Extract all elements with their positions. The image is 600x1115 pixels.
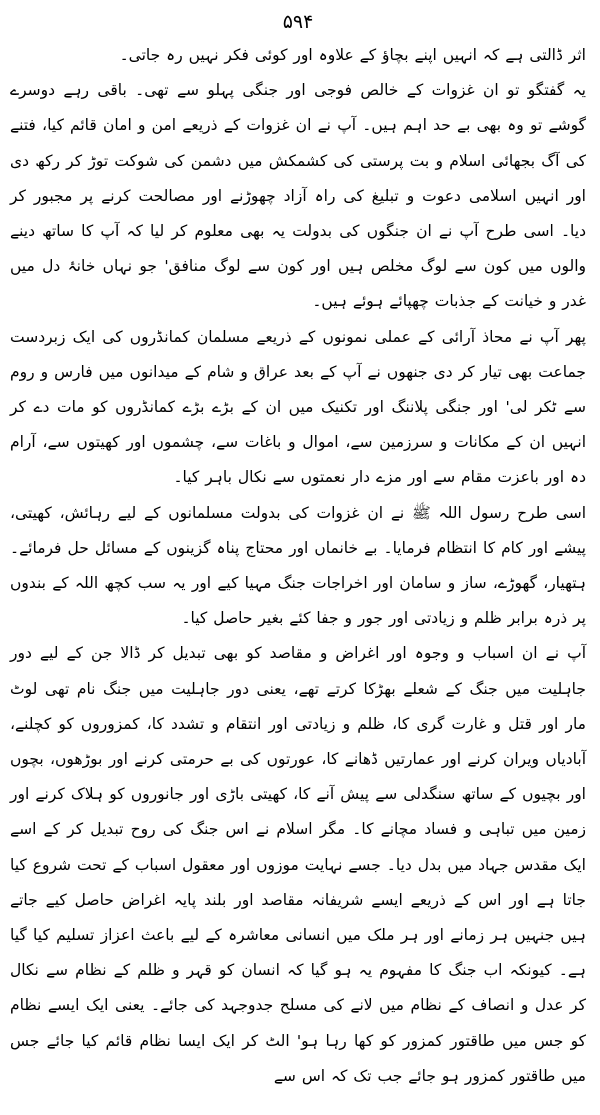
paragraph: اثر ڈالتی ہے کہ انہیں اپنے بچاؤ کے علاوہ اور کوئی فکر نہیں رہ جاتی۔ xyxy=(119,46,586,64)
page-body xyxy=(10,38,586,1094)
paragraph: پھر آپ نے محاذ آرائی کے عملی نمونوں کے ذریعے مسلمان کمانڈروں کی ایک زبردست جماعت بھی تیار کر دی جنھوں نے آپ کے بعد عراق و شام کے میدانوں میں فارس و روم سے ٹکر لی' اور جنگی پلاننگ اور تکنیک میں ان کے بڑے بڑے کمانڈروں کو مات دے کر انہیں ان کے مکانات و سرزمین سے، اموال و باغات سے، چشموں اور کھیتوں سے، آرام دہ اور باعزت مقام سے اور مزے دار نعمتوں سے نکال باہر کیا۔ xyxy=(10,327,586,487)
paragraph: اسی طرح رسول اللہ ﷺ نے ان غزوات کی بدولت مسلمانوں کے لیے رہائش، کھیتی، پیشے اور کام کا انتظام فرمایا۔ بے خانماں اور محتاج پناہ گزینوں کے مسائل حل فرمائے۔ ہتھیار، گھوڑے، ساز و سامان اور اخراجات جنگ مہیا کیے اور یہ سب کچھ اللہ کے بندوں پر ذرہ برابر ظلم و زیادتی اور جور و جفا کئے بغیر حاصل کیا۔ xyxy=(10,503,586,628)
paragraph: آپ نے ان اسباب و وجوہ اور اغراض و مقاصد کو بھی تبدیل کر ڈالا جن کے لیے دور جاہلیت میں جنگ کے شعلے بھڑکا کرتے تھے، یعنی دور جاہلیت میں جنگ نام تھی لوٹ مار اور قتل و غارت گری کا، ظلم و زیادتی اور انتقام و تشدد کا، کمزوروں کو کچلنے، آبادیاں ویران کرنے اور عمارتیں ڈھانے کا، عورتوں کی بے حرمتی کرنے اور بوڑھوں، بچوں اور بچیوں کے ساتھ سنگدلی سے پیش آنے کا، کھیتی باڑی اور جانوروں کو ہلاک کرنے اور زمین میں تباہی و فساد مچانے کا۔ مگر اسلام نے اس جنگ کی روح تبدیل کر کے اسے ایک مقدس جہاد میں بدل دیا۔ جسے نہایت موزوں اور معقول اسباب کے تحت شروع کیا جاتا ہے اور اس کے ذریعے ایسے شریفانہ مقاصد اور بلند پایہ اغراض حاصل کیے جاتے ہیں جنہیں ہر زمانے اور ہر ملک میں انسانی معاشرہ کے لیے باعث اعزاز تسلیم کیا گیا ہے۔ کیونکہ اب جنگ کا مفہوم یہ ہو گیا کہ انسان کو قہر و ظلم کے نظام سے نکال کر عدل و انصاف کے نظام میں لانے کی مسلح جدوجہد کی جائے۔ یعنی ایک ایسے نظام کو جس میں طاقتور کمزور کو کھا رہا ہو' الٹ کر ایک ایسا نظام قائم کیا جائے جس میں طاقتور کمزور ہو جائے جب تک کہ اس سے xyxy=(10,644,586,1085)
page-number: ۵۹۴ xyxy=(282,11,314,33)
paragraph: یہ گفتگو تو ان غزوات کے خالص فوجی اور جنگی پہلو سے تھی۔ باقی رہے دوسرے گوشے تو وہ بھی بے حد اہم ہیں۔ آپ نے ان غزوات کے ذریعے امن و امان قائم کیا، فتنے کی آگ بجھائی اسلام و بت پرستی کی کشمکش میں دشمن کی شوکت توڑ کر رکھ دی اور انہیں اسلامی دعوت و تبلیغ کی راہ آزاد چھوڑنے اور مصالحت کرنے پر مجبور کر دیا۔ اسی طرح آپ نے ان جنگوں کی بدولت یہ بھی معلوم کر لیا کہ آپ کا ساتھ دینے والوں میں کون سے لوگ مخلص ہیں اور کون سے لوگ منافق' جو نہاں خانۂ دل میں غدر و خیانت کے جذبات چھپائے ہوئے ہیں۔ xyxy=(10,81,586,311)
